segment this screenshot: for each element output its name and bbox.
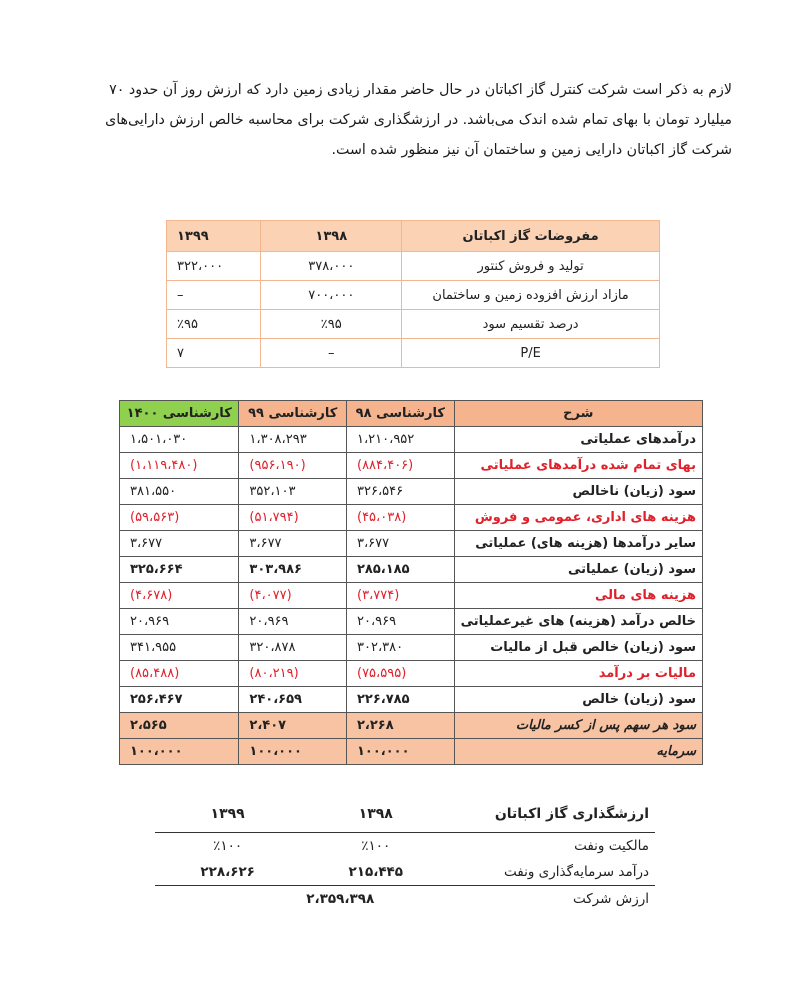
cell-98: ۱،۲۱۰،۹۵۲ — [347, 427, 455, 453]
table-row — [167, 310, 660, 339]
table-row — [120, 609, 703, 635]
cell-99: ۱،۳۰۸،۲۹۳ — [239, 427, 347, 453]
row-label: سود (زیان) خالص قبل از مالیات — [454, 635, 702, 661]
cell-1399: – — [167, 281, 261, 310]
valuation-year-1399: ۱۳۹۹ — [155, 796, 300, 833]
cell-98: (۸۸۴،۴۰۶) — [347, 453, 455, 479]
valuation-table — [155, 796, 655, 912]
expert-99-header: کارشناسی ۹۹ — [239, 401, 347, 427]
cell-99: ۳۰۳،۹۸۶ — [239, 557, 347, 583]
cell-99: ۲،۴۰۷ — [239, 713, 347, 739]
cell-98: (۳،۷۷۴) — [347, 583, 455, 609]
expert-1400-header: کارشناسی ۱۴۰۰ — [120, 401, 239, 427]
row-label: درآمدهای عملیاتی — [454, 427, 702, 453]
cell-98: ۳،۶۷۷ — [347, 531, 455, 557]
table-row — [120, 557, 703, 583]
intro-paragraph — [82, 75, 732, 165]
cell-1399: ۷ — [167, 339, 261, 368]
cell-1400: ۳۲۵،۶۶۴ — [120, 557, 239, 583]
cell-98: (۴۵،۰۳۸) — [347, 505, 455, 531]
table-row — [120, 739, 703, 765]
row-label: هزینه های اداری، عمومی و فروش — [454, 505, 702, 531]
valuation-title: ارزشگذاری گاز اکباتان — [451, 796, 655, 833]
cell-1400: ۳۴۱،۹۵۵ — [120, 635, 239, 661]
cell-1399: ۳۲۲،۰۰۰ — [167, 252, 261, 281]
intro-line-1: لازم به ذکر است شرکت کنترل گاز اکباتان در حال حاضر مقدار زیادی زمین دارد که ارزش روز آن حدود ۷۰ — [109, 82, 732, 98]
cell-1398: ۳۷۸،۰۰۰ — [261, 252, 402, 281]
row-label: سود (زیان) خالص — [454, 687, 702, 713]
assumptions-header-row — [167, 221, 660, 252]
cell-99: (۴،۰۷۷) — [239, 583, 347, 609]
cell-1398: ٪۱۰۰ — [361, 838, 391, 854]
cell-99: ۳۲۰،۸۷۸ — [239, 635, 347, 661]
table-row — [167, 339, 660, 368]
table-row — [120, 661, 703, 687]
row-label: ارزش شرکت — [572, 891, 649, 907]
cell-98: ۲،۲۶۸ — [347, 713, 455, 739]
cell-1399: ٪۱۰۰ — [213, 838, 243, 854]
table-row — [120, 427, 703, 453]
table-row — [155, 886, 655, 913]
row-label: مالکیت ونفت — [574, 838, 649, 854]
cell-1400: ۲،۵۶۵ — [120, 713, 239, 739]
intro-line-2: میلیارد تومان با بهای تمام شده اندک می‌باشد. در ارزشگذاری شرکت برای محاسبه خالص ارزش دارایی‌های — [105, 112, 732, 128]
row-label: هزینه های مالی — [454, 583, 702, 609]
cell-1399 — [155, 886, 300, 913]
valuation-year-1398: ۱۳۹۸ — [300, 796, 451, 833]
assumptions-year-1399: ۱۳۹۹ — [167, 221, 261, 252]
assumptions-title: مفروضات گاز اکباتان — [402, 221, 660, 252]
cell-1399: ٪۹۵ — [167, 310, 261, 339]
cell-1400: (۱،۱۱۹،۴۸۰) — [120, 453, 239, 479]
assumptions-table — [166, 220, 660, 368]
row-label: سرمایه — [454, 739, 702, 765]
cell-98: ۳۰۲،۳۸۰ — [347, 635, 455, 661]
cell-1400: ۳،۶۷۷ — [120, 531, 239, 557]
intro-line-3: شرکت گاز اکباتان دارایی زمین و ساختمان آن نیز منظور شده است. — [331, 142, 732, 158]
row-label: سود (زیان) ناخالص — [454, 479, 702, 505]
valuation-header-row — [155, 796, 655, 833]
cell-98: ۳۲۶،۵۴۶ — [347, 479, 455, 505]
table-row — [120, 583, 703, 609]
table-row — [155, 833, 655, 860]
cell-1400: ۳۸۱،۵۵۰ — [120, 479, 239, 505]
cell-99: ۲۴۰،۶۵۹ — [239, 687, 347, 713]
table-row — [167, 281, 660, 310]
company-value: ۲،۳۵۹،۳۹۸ — [306, 891, 375, 907]
cell-1398: ۷۰۰،۰۰۰ — [261, 281, 402, 310]
cell-1400: ۲۰،۹۶۹ — [120, 609, 239, 635]
cell-99: (۹۵۶،۱۹۰) — [239, 453, 347, 479]
cell-1400: (۵۹،۵۶۳) — [120, 505, 239, 531]
cell-99: ۱۰۰،۰۰۰ — [239, 739, 347, 765]
cell-1398: ۲۱۵،۴۴۵ — [300, 859, 451, 886]
row-label: سایر درآمدها (هزینه های) عملیاتی — [454, 531, 702, 557]
table-row — [120, 479, 703, 505]
cell-1400: ۲۵۶،۴۶۷ — [120, 687, 239, 713]
income-header-row — [120, 401, 703, 427]
income-statement-table — [119, 400, 703, 765]
cell-98: ۱۰۰،۰۰۰ — [347, 739, 455, 765]
table-row — [120, 531, 703, 557]
row-label: تولید و فروش کنتور — [402, 252, 660, 281]
row-label: سود (زیان) عملیاتی — [454, 557, 702, 583]
table-row — [120, 687, 703, 713]
cell-1399: ۲۲۸،۶۲۶ — [155, 859, 300, 886]
cell-1400: ۱۰۰،۰۰۰ — [120, 739, 239, 765]
cell-1398: ٪۹۵ — [261, 310, 402, 339]
cell-1400: (۴،۶۷۸) — [120, 583, 239, 609]
table-row — [155, 859, 655, 886]
assumptions-year-1398: ۱۳۹۸ — [261, 221, 402, 252]
description-header: شرح — [454, 401, 702, 427]
row-label: مالیات بر درآمد — [454, 661, 702, 687]
cell-99: (۸۰،۲۱۹) — [239, 661, 347, 687]
cell-1400: ۱،۵۰۱،۰۳۰ — [120, 427, 239, 453]
row-label: سود هر سهم پس از کسر مالیات — [454, 713, 702, 739]
table-row — [167, 252, 660, 281]
cell-99: ۳۵۲،۱۰۳ — [239, 479, 347, 505]
table-row — [120, 505, 703, 531]
expert-98-header: کارشناسی ۹۸ — [347, 401, 455, 427]
row-label: خالص درآمد (هزینه) های غیرعملیاتی — [454, 609, 702, 635]
table-row — [120, 453, 703, 479]
row-label: مازاد ارزش افزوده زمین و ساختمان — [402, 281, 660, 310]
cell-99: ۳،۶۷۷ — [239, 531, 347, 557]
cell-1400: (۸۵،۴۸۸) — [120, 661, 239, 687]
table-row — [120, 713, 703, 739]
cell-98: ۲۲۶،۷۸۵ — [347, 687, 455, 713]
row-label: بهای تمام شده درآمدهای عملیاتی — [454, 453, 702, 479]
row-label: P/E — [402, 339, 660, 368]
cell-1398: – — [261, 339, 402, 368]
cell-99: ۲۰،۹۶۹ — [239, 609, 347, 635]
row-label: درصد تقسیم سود — [402, 310, 660, 339]
cell-99: (۵۱،۷۹۴) — [239, 505, 347, 531]
cell-98: (۷۵،۵۹۵) — [347, 661, 455, 687]
table-row — [120, 635, 703, 661]
cell-98: ۲۰،۹۶۹ — [347, 609, 455, 635]
row-label: درآمد سرمایه‌گذاری ونفت — [451, 859, 655, 886]
cell-98: ۲۸۵،۱۸۵ — [347, 557, 455, 583]
